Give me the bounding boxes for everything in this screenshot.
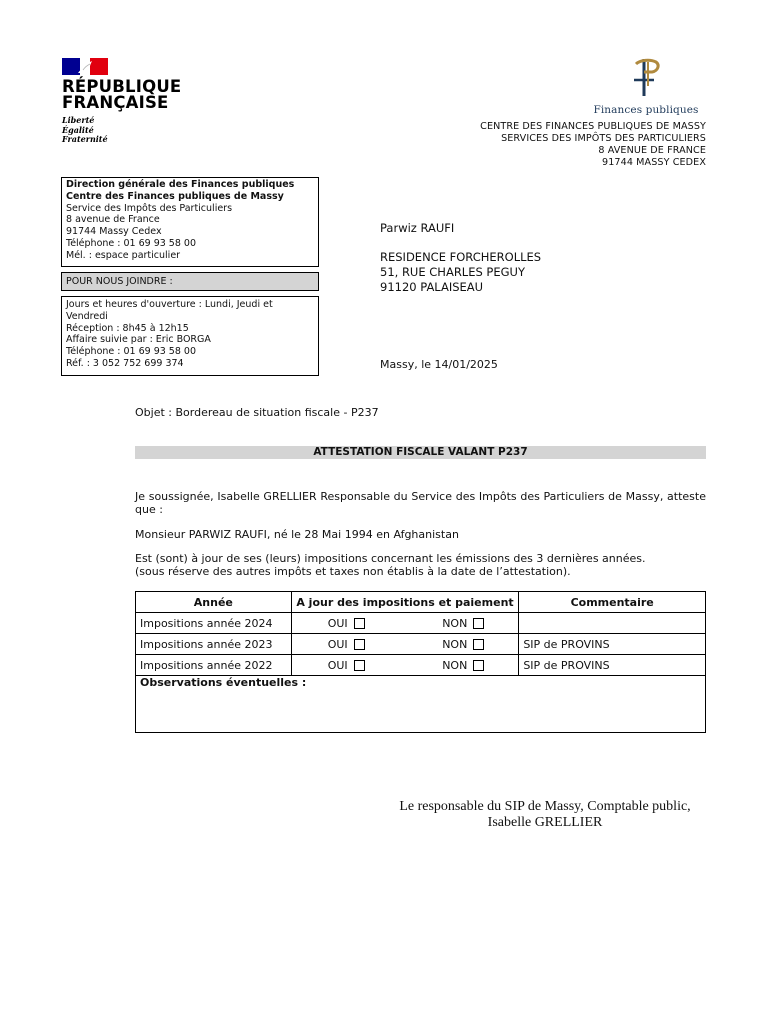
paragraph-declaration: Je soussignée, Isabelle GRELLIER Responsable du Service des Impôts des Particuliers de Massy, atteste que : [135, 490, 706, 516]
objet-line: Objet : Bordereau de situation fiscale - P237 [135, 406, 379, 419]
direction-title: Direction générale des Finances publiques [66, 179, 295, 190]
marianne-flag-icon [62, 58, 108, 75]
row-year: Impositions année 2023 [136, 634, 292, 655]
fp-monogram-icon [626, 56, 666, 98]
direction-line: 8 avenue de France [66, 214, 160, 226]
direction-box [61, 177, 319, 267]
header-commentaire: Commentaire [519, 592, 706, 613]
signature-title: Le responsable du SIP de Massy, Comptable public, [399, 799, 691, 814]
paragraph-status [135, 552, 715, 578]
tax-status-table [135, 591, 706, 733]
row-comment: SIP de PROVINS [519, 634, 706, 655]
sender-line: CENTRE DES FINANCES PUBLIQUES DE MASSY [480, 121, 706, 132]
opening-hours-box [61, 296, 319, 376]
oui-label: OUI [327, 658, 348, 672]
hours-line: Jours et heures d'ouverture : Lundi, Jeudi et [66, 299, 273, 310]
pour-nous-joindre-label: POUR NOUS JOINDRE : [61, 272, 319, 291]
non-label: NON [442, 616, 468, 630]
sender-line: 8 AVENUE DE FRANCE [598, 145, 706, 156]
address-line: 51, RUE CHARLES PEGUY [380, 265, 525, 279]
reception-line: Réception : 8h45 à 12h15 [66, 322, 189, 334]
address-line: RESIDENCE FORCHEROLLES [380, 250, 542, 264]
header-annee: Année [136, 592, 292, 613]
finances-publiques-logo [584, 56, 708, 116]
observations-row [136, 676, 706, 733]
non-label: NON [442, 637, 468, 651]
direction-line: 91744 Massy Cedex [66, 226, 162, 238]
direction-line: Service des Impôts des Particuliers [66, 202, 233, 214]
reference-line: Réf. : 3 052 752 699 374 [66, 357, 184, 369]
rf-motto-egalite: Égalité [62, 124, 94, 135]
table-row [136, 634, 706, 655]
table-row [136, 613, 706, 634]
observations-label: Observations éventuelles : [136, 676, 706, 733]
attestation-title: ATTESTATION FISCALE VALANT P237 [135, 446, 706, 459]
table-row [136, 655, 706, 676]
case-officer-line: Affaire suivie par : Eric BORGA [66, 334, 211, 346]
fp-name: Finances publiques [593, 104, 699, 116]
rf-motto-liberte: Liberté [62, 115, 95, 125]
row-comment: SIP de PROVINS [519, 655, 706, 676]
non-checkbox[interactable] [473, 639, 484, 650]
status-line: Est (sont) à jour de ses (leurs) impositions concernant les émissions des 3 dernières années. [135, 552, 646, 565]
sender-line: SERVICES DES IMPÔTS DES PARTICULIERS [501, 133, 706, 144]
row-status [291, 655, 519, 676]
centre-title: Centre des Finances publiques de Massy [66, 190, 284, 202]
oui-checkbox[interactable] [354, 618, 365, 629]
non-checkbox[interactable] [473, 618, 484, 629]
recipient-name: Parwiz RAUFI [380, 221, 455, 235]
recipient-address [380, 250, 541, 295]
signature-name: Isabelle GRELLIER [487, 815, 603, 830]
oui-checkbox[interactable] [354, 639, 365, 650]
phone-line: Téléphone : 01 69 93 58 00 [66, 346, 197, 358]
row-year: Impositions année 2022 [136, 655, 292, 676]
oui-label: OUI [327, 637, 348, 651]
rf-line1: RÉPUBLIQUE [62, 77, 182, 96]
paragraph-taxpayer: Monsieur PARWIZ RAUFI, né le 28 Mai 1994 en Afghanistan [135, 528, 459, 541]
direction-phone: Téléphone : 01 69 93 58 00 [66, 237, 197, 249]
non-label: NON [442, 658, 468, 672]
sender-address [480, 121, 706, 169]
oui-checkbox[interactable] [354, 660, 365, 671]
row-status [291, 613, 519, 634]
oui-label: OUI [327, 616, 348, 630]
direction-email: Mél. : espace particulier [66, 249, 181, 261]
republique-francaise-logo [62, 58, 182, 145]
rf-line2: FRANÇAISE [62, 93, 169, 112]
header-a-jour: A jour des impositions et paiement [291, 592, 519, 613]
table-header-row [136, 592, 706, 613]
date-line: Massy, le 14/01/2025 [380, 358, 498, 371]
hours-line: Vendredi [66, 310, 108, 322]
row-comment [519, 613, 706, 634]
address-line: 91120 PALAISEAU [380, 280, 484, 294]
reserve-line: (sous réserve des autres impôts et taxes non établis à la date de l’attestation). [135, 565, 571, 578]
sender-line: 91744 MASSY CEDEX [602, 157, 706, 168]
signature-block [380, 799, 710, 831]
rf-motto-fraternite: Fraternité [62, 134, 108, 144]
non-checkbox[interactable] [473, 660, 484, 671]
row-status [291, 634, 519, 655]
row-year: Impositions année 2024 [136, 613, 292, 634]
